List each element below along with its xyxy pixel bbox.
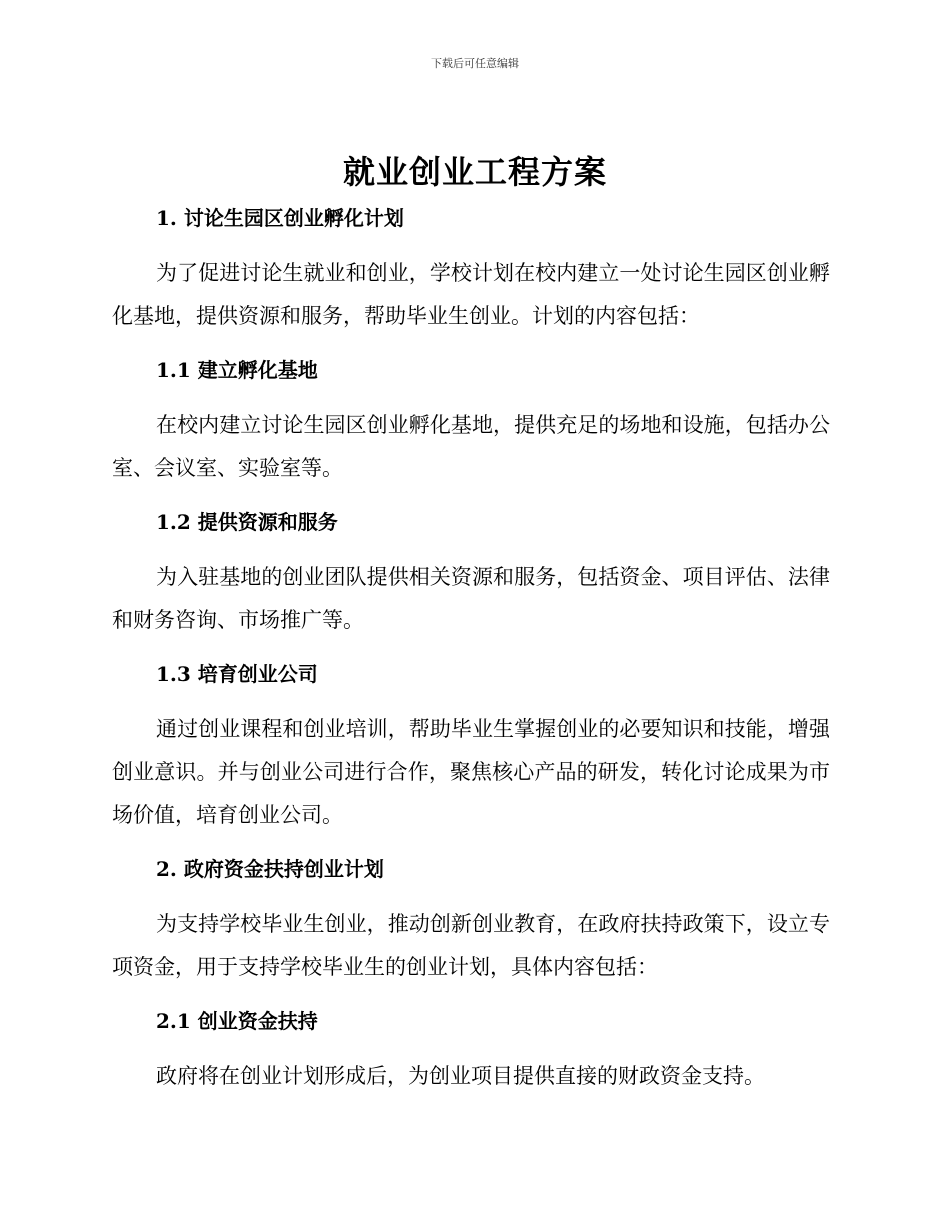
section-paragraph: 为入驻基地的创业团队提供相关资源和服务，包括资金、项目评估、法律和财务咨询、市场推广等。 [112, 565, 830, 632]
section-heading: 2. 政府资金扶持创业计划 [156, 857, 384, 881]
document-body [112, 200, 830, 1098]
section-heading: 1.3 培育创业公司 [156, 662, 318, 686]
header-note: 下载后可任意编辑 [431, 57, 519, 70]
section-heading: 1.1 建立孵化基地 [156, 358, 318, 382]
section-heading: 1. 讨论生园区创业孵化计划 [156, 206, 404, 230]
document-title: 就业创业工程方案 [342, 153, 607, 191]
section-heading: 2.1 创业资金扶持 [156, 1009, 318, 1033]
section-paragraph: 在校内建立讨论生园区创业孵化基地，提供充足的场地和设施，包括办公室、会议室、实验室等。 [112, 413, 830, 480]
section-paragraph: 政府将在创业计划形成后，为创业项目提供直接的财政资金支持。 [156, 1064, 765, 1088]
section-heading: 1.2 提供资源和服务 [156, 510, 338, 534]
section-paragraph: 通过创业课程和创业培训，帮助毕业生掌握创业的必要知识和技能，增强创业意识。并与创业公司进行合作，聚焦核心产品的研发，转化讨论成果为市场价值，培育创业公司。 [112, 717, 830, 827]
section-paragraph: 为了促进讨论生就业和创业，学校计划在校内建立一处讨论生园区创业孵化基地，提供资源和服务，帮助毕业生创业。计划的内容包括： [112, 261, 830, 328]
section-paragraph: 为支持学校毕业生创业，推动创新创业教育，在政府扶持政策下，设立专项资金，用于支持学校毕业生的创业计划，具体内容包括： [112, 912, 830, 979]
